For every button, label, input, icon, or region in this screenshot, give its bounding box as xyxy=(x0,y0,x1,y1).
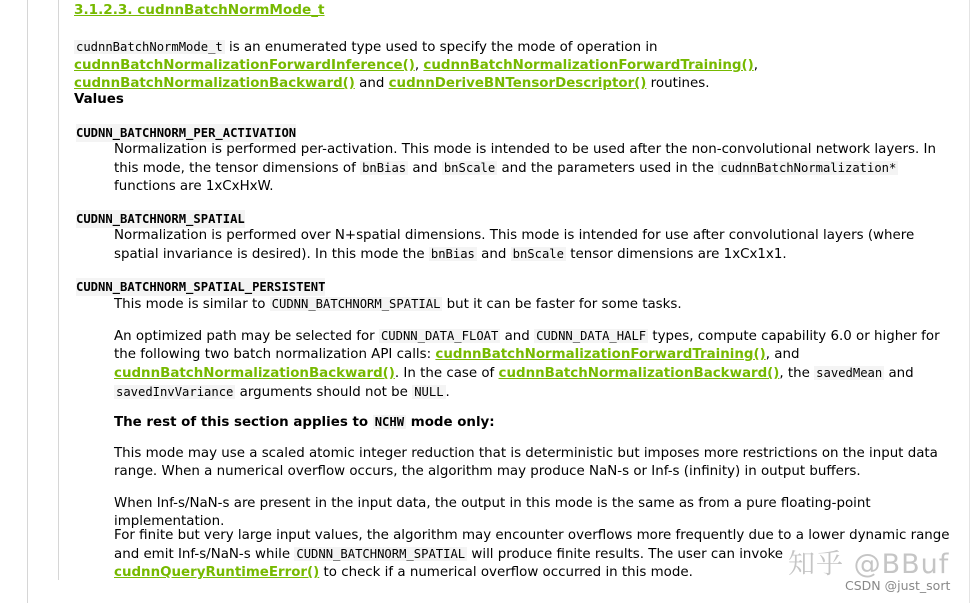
code-bnbias: bnBias xyxy=(362,161,407,175)
right-rail xyxy=(969,0,970,603)
desc-text: but it can be faster for some tasks. xyxy=(442,297,682,312)
code-data-float: CUDNN_DATA_FLOAT xyxy=(380,329,499,343)
desc-text: This mode is similar to xyxy=(114,297,270,312)
code-spatial: CUDNN_BATCHNORM_SPATIAL xyxy=(296,547,466,561)
desc-text: Normalization is performed over N+spatial dimensions. This mode is intended for use after convolutional layers (where spatial invariance is desired). In this mode the xyxy=(114,228,915,262)
enum-spatial-persistent: CUDNN_BATCHNORM_SPATIAL_PERSISTENT xyxy=(76,280,326,294)
spatial-description xyxy=(114,227,954,264)
desc-text: to check if a numerical overflow occurred in this mode. xyxy=(319,565,693,580)
intro-text-end: routines. xyxy=(646,76,710,91)
desc-text: types, compute capability 6.0 or higher for the following two batch normalization API calls: xyxy=(114,329,940,362)
content-rail xyxy=(58,0,59,580)
desc-text: , and xyxy=(765,347,800,362)
desc-text: functions are 1xCxHxW. xyxy=(114,179,274,194)
desc-text: will produce finite results. The user can invoke xyxy=(467,547,784,562)
code-spatial: CUDNN_BATCHNORM_SPATIAL xyxy=(271,297,441,311)
link-forward-training[interactable]: cudnnBatchNormalizationForwardTraining() xyxy=(423,58,754,73)
persistent-p5: When Inf-s/NaN-s are present in the input data, the output in this mode is the same as from a pure floating-point implementation. xyxy=(114,496,871,529)
desc-text: and the parameters used in the xyxy=(497,161,719,176)
csdn-watermark: CSDN @just_sort xyxy=(845,578,951,593)
link-query-runtime-error[interactable]: cudnnQueryRuntimeError() xyxy=(114,565,320,580)
intro-sep: and xyxy=(354,76,389,91)
desc-text: and xyxy=(408,161,442,176)
code-bnscale: bnScale xyxy=(443,161,496,175)
code-bnscale: bnScale xyxy=(512,247,564,261)
desc-text: mode only: xyxy=(406,415,495,430)
link-backward[interactable]: cudnnBatchNormalizationBackward() xyxy=(74,76,355,91)
values-heading: Values xyxy=(74,92,124,107)
link-forward-training[interactable]: cudnnBatchNormalizationForwardTraining() xyxy=(435,347,766,362)
link-backward[interactable]: cudnnBatchNormalizationBackward() xyxy=(498,366,780,381)
desc-text: Normalization is performed per-activation. This mode is intended to be used after the non-convolutional network layers. In this mode, the tensor dimensions of xyxy=(114,142,936,176)
desc-text: arguments should not be xyxy=(235,385,413,400)
section-title-link[interactable]: 3.1.2.3. cudnnBatchNormMode_t xyxy=(74,2,325,18)
desc-text: For finite but very large input values, the algorithm may encounter overflows more frequently due to a lower dynamic range and emit Inf-s/NaN-s while xyxy=(114,528,950,562)
desc-text: and xyxy=(884,366,914,381)
code-null: NULL xyxy=(414,385,444,399)
intro-sep: , xyxy=(414,58,420,73)
persistent-p1 xyxy=(114,295,954,314)
link-derive-bn-tensor[interactable]: cudnnDeriveBNTensorDescriptor() xyxy=(388,76,647,91)
persistent-p2 xyxy=(114,327,954,402)
intro-sep: , xyxy=(753,58,759,73)
link-backward[interactable]: cudnnBatchNormalizationBackward() xyxy=(114,366,395,381)
desc-text: . xyxy=(445,385,450,400)
desc-text: tensor dimensions are 1xCx1x1. xyxy=(566,247,787,262)
desc-text: and xyxy=(500,329,535,344)
desc-text: The rest of this section applies to xyxy=(114,415,373,430)
desc-text: . In the case of xyxy=(394,366,499,381)
enum-per-activation: CUDNN_BATCHNORM_PER_ACTIVATION xyxy=(76,126,297,140)
link-forward-inference[interactable]: cudnnBatchNormalizationForwardInference() xyxy=(74,58,415,73)
desc-text: , the xyxy=(779,366,815,381)
code-saved-mean: savedMean xyxy=(816,366,883,380)
enum-spatial: CUDNN_BATCHNORM_SPATIAL xyxy=(76,212,245,226)
code-batchnorm-functions: cudnnBatchNormalization* xyxy=(720,161,897,175)
desc-text: An optimized path may be selected for xyxy=(114,329,379,344)
code-saved-inv-variance: savedInvVariance xyxy=(116,385,234,399)
type-name: cudnnBatchNormMode_t xyxy=(76,40,223,54)
intro-paragraph xyxy=(74,38,954,93)
persistent-p4: This mode may use a scaled atomic integer reduction that is deterministic but imposes more restrictions on the input data range. When a numerical overflow occurs, the algorithm may produce NaN-s or Inf-s (infinity) in output buffers. xyxy=(114,446,938,479)
persistent-p3 xyxy=(114,413,954,432)
per-activation-description xyxy=(114,141,954,196)
left-rail xyxy=(27,0,28,603)
code-bnbias: bnBias xyxy=(430,247,475,261)
zhihu-watermark: 知乎 @BBuf xyxy=(788,549,950,580)
intro-text: is an enumerated type used to specify the mode of operation in xyxy=(224,40,658,55)
code-nchw: NCHW xyxy=(374,415,405,429)
code-data-half: CUDNN_DATA_HALF xyxy=(536,329,647,343)
desc-text: and xyxy=(476,247,511,262)
